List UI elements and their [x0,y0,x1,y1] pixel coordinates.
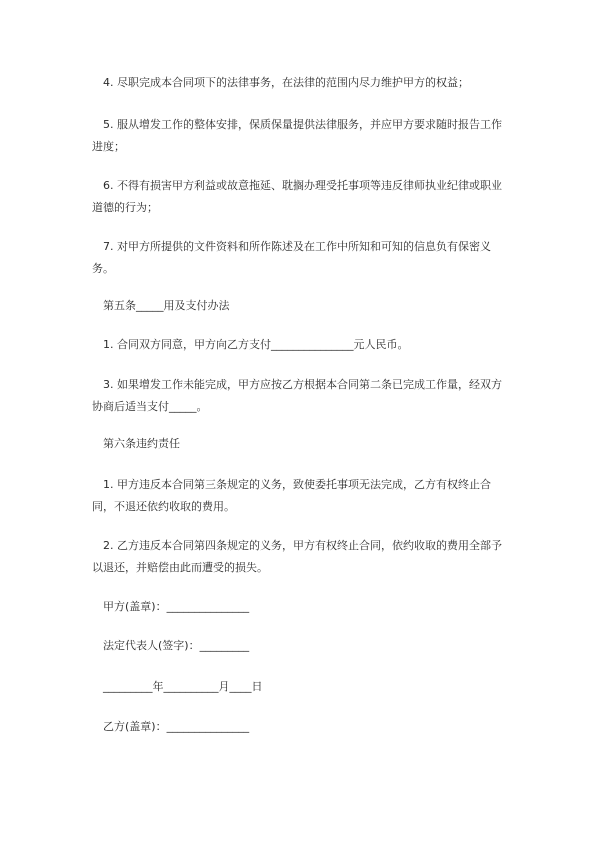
date-line: _________年__________月____日 [103,680,263,693]
clause-item-6: 6. 不得有损害甲方利益或故意拖延、耽搁办理受托事项等违反律师执业纪律或职业道德的行为； [92,179,502,214]
party-b-seal-line: 乙方(盖章)：_______________ [103,720,250,733]
section-heading-fees: 第五条_____用及支付办法 [103,299,230,312]
clause-item-4: 4. 尽职完成本合同项下的法律事务，在法律的范围内尽力维护甲方的权益； [103,76,469,89]
fee-clause-1: 1. 合同双方同意，甲方向乙方支付_______________元人民币。 [103,338,409,351]
party-a-seal-line: 甲方(盖章)：_______________ [103,600,250,613]
section-heading-liability: 第六条违约责任 [103,437,180,450]
liability-clause-2: 2. 乙方违反本合同第四条规定的义务，甲方有权终止合同，依约收取的费用全部予以退还，并赔偿由此而遭受的损失。 [92,539,502,574]
liability-clause-1: 1. 甲方违反本合同第三条规定的义务，致使委托事项无法完成，乙方有权终止合同，不退还依约收取的费用。 [92,478,491,513]
legal-representative-signature-line: 法定代表人(签字)：_________ [103,639,250,652]
clause-item-7: 7. 对甲方所提供的文件资料和所作陈述及在工作中所知和可知的信息负有保密义务。 [92,240,491,275]
fee-clause-3: 3. 如果增发工作未能完成，甲方应按乙方根据本合同第二条已完成工作量，经双方协商后适当支付_____。 [92,378,502,413]
clause-item-5: 5. 服从增发工作的整体安排，保质保量提供法律服务，并应甲方要求随时报告工作进度； [92,118,502,153]
